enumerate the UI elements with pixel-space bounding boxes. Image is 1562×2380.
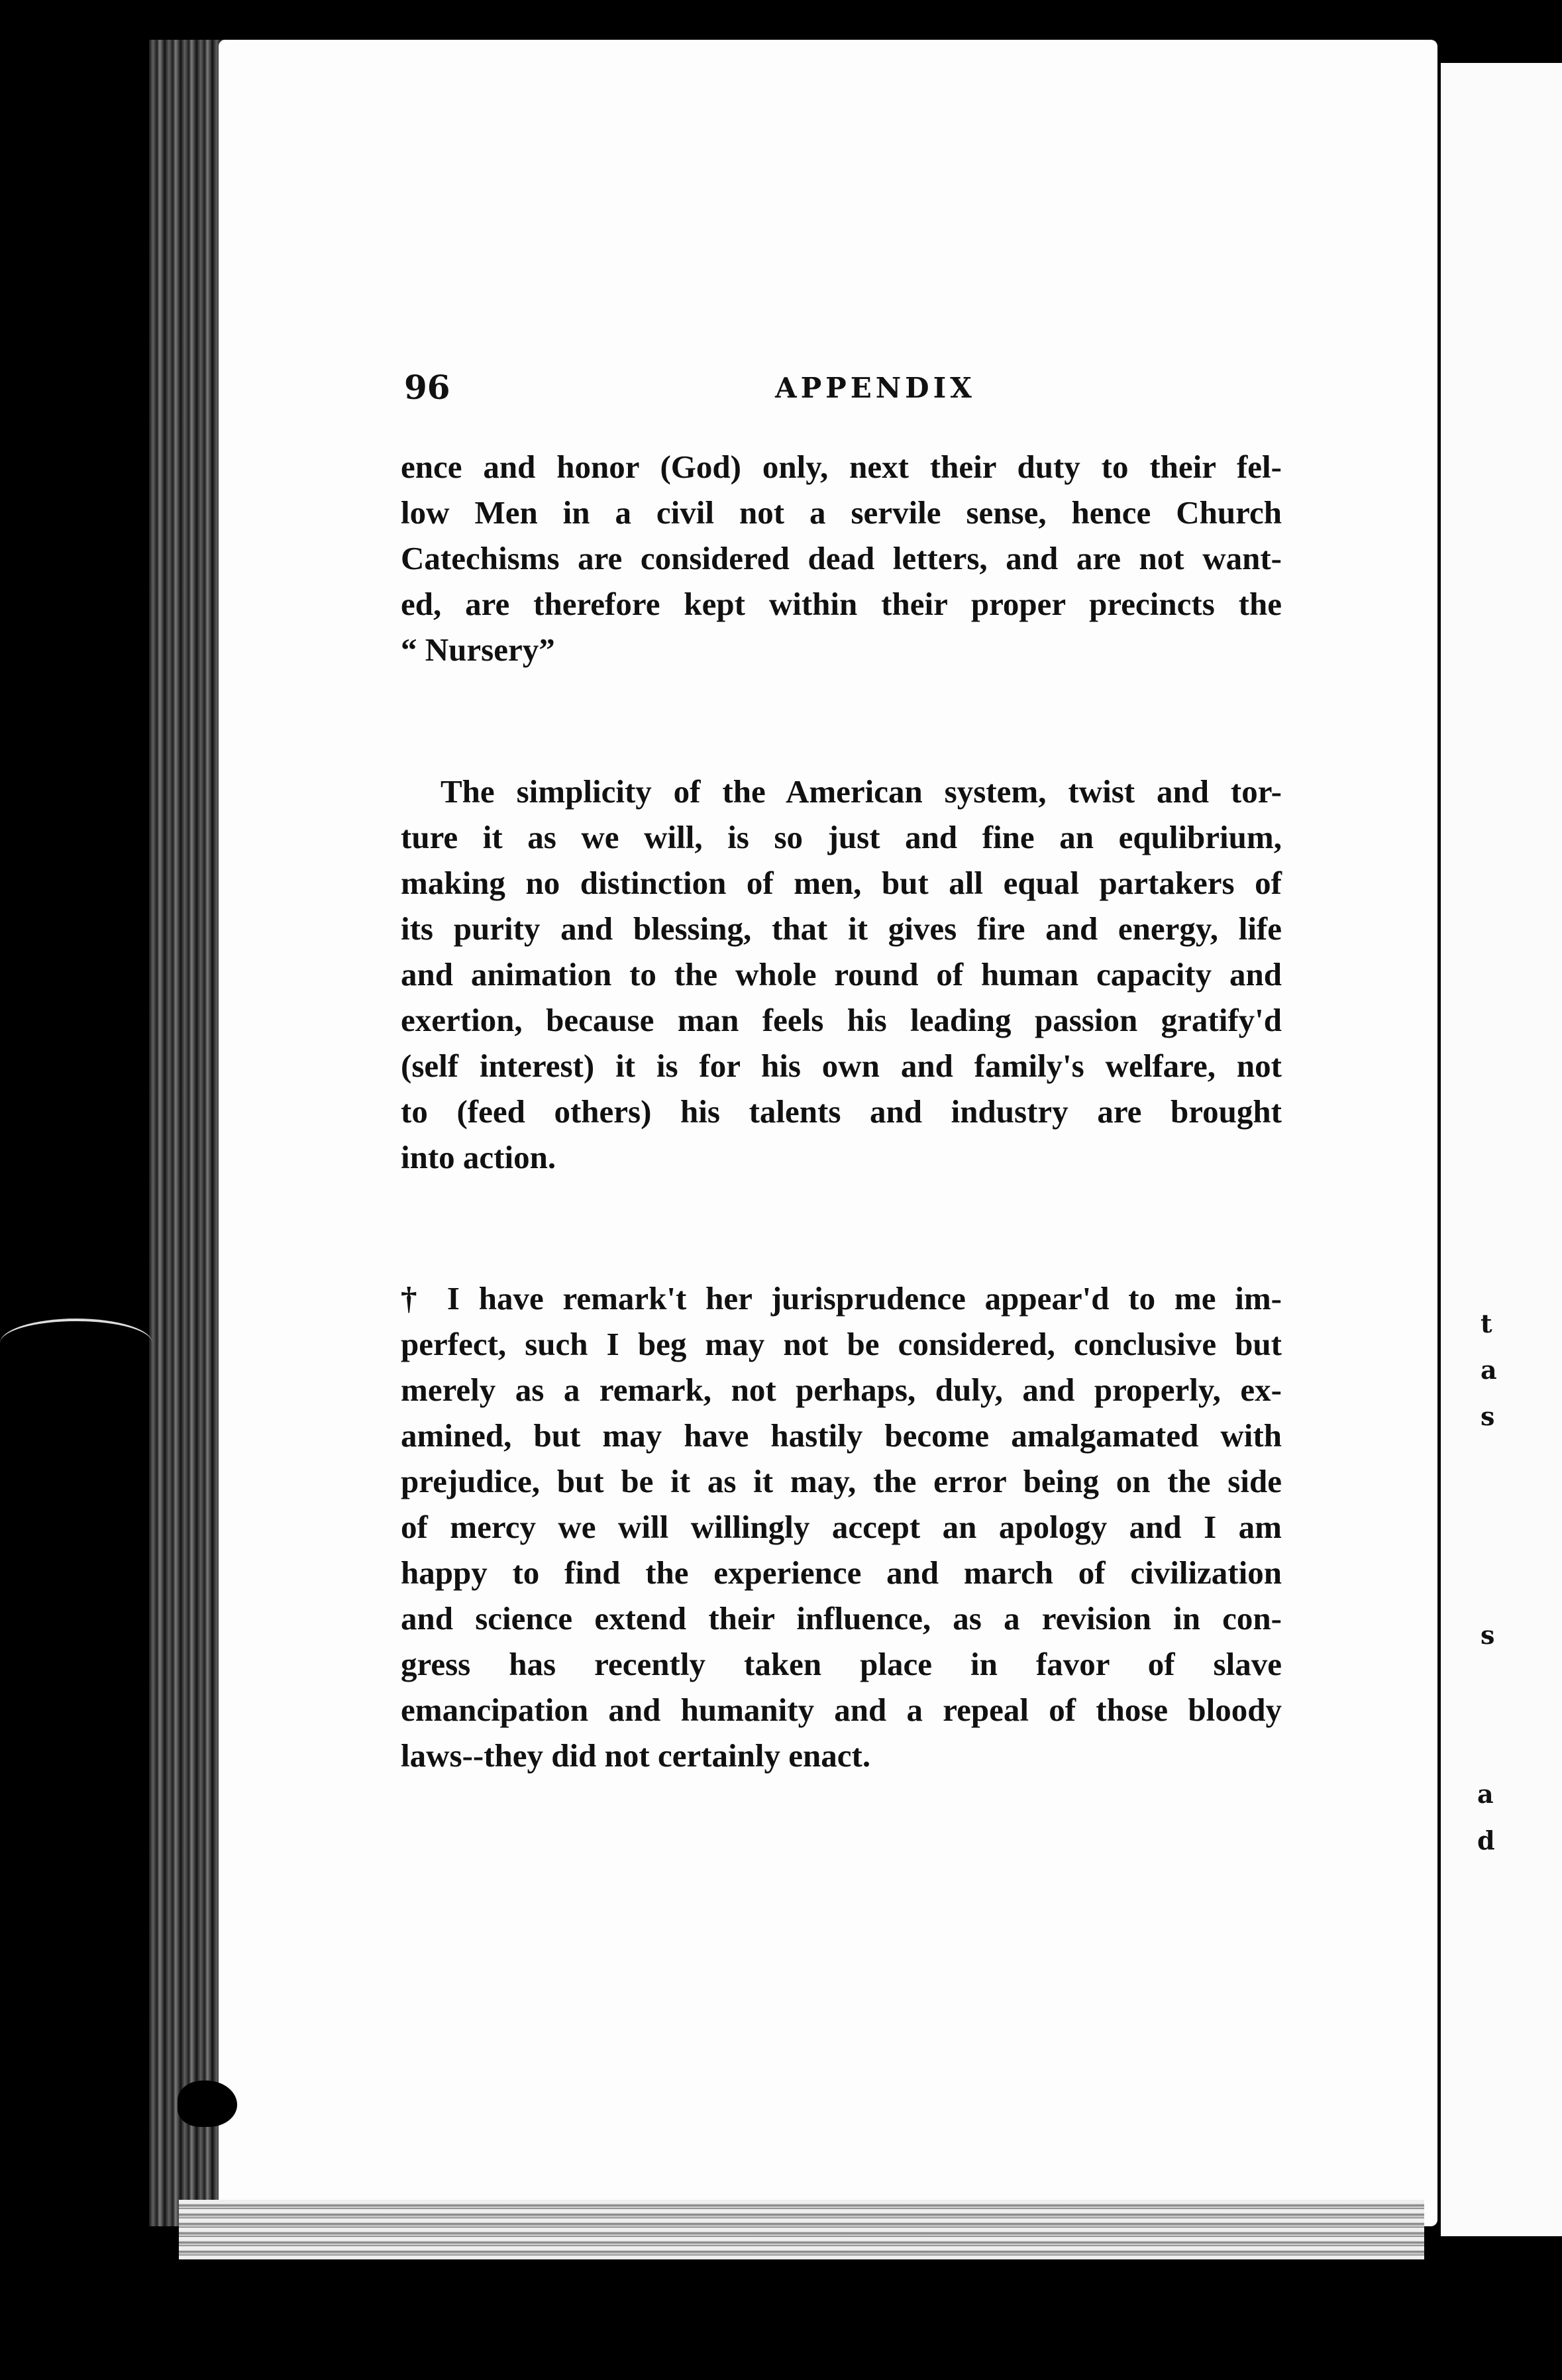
facing-page-fragment: s (1481, 1401, 1495, 1431)
text-line: laws--they did not certainly enact. (401, 1737, 871, 1774)
text-line: (self interest) it is for his own and family's welfare, not (401, 1048, 1282, 1084)
facing-page-fragment: a (1481, 1355, 1497, 1385)
text-line: its purity and blessing, that it gives fire and energy, life (401, 910, 1282, 947)
text-line: exertion, because man feels his leading passion gratify'd (401, 1002, 1282, 1038)
page-number: 96 (404, 368, 450, 407)
paragraph-1 (401, 444, 1282, 673)
text-line: ence and honor (God) only, next their duty to their fel- (401, 449, 1282, 485)
text-line: happy to find the experience and march of civilization (401, 1554, 1282, 1591)
text-line: Catechisms are considered dead letters, and are not want- (401, 540, 1282, 576)
text-line: amined, but may have hastily become amalgamated with (401, 1417, 1282, 1454)
text-line: gress has recently taken place in favor of slave (401, 1646, 1282, 1682)
text-line: to (feed others) his talents and industry are brought (401, 1093, 1282, 1130)
book-binding (149, 40, 229, 2226)
text-line: of mercy we will willingly accept an apology and I am (401, 1509, 1282, 1545)
facing-page-edge (1441, 63, 1562, 2236)
facing-page-fragment: t (1481, 1309, 1492, 1338)
running-head (404, 368, 1292, 407)
text-line: and science extend their influence, as a revision in con- (401, 1600, 1282, 1637)
text-line: into action. (401, 1139, 556, 1175)
text-line: † I have remark't her jurisprudence appear'd to me im- (401, 1280, 1282, 1317)
facing-page-fragment: a (1477, 1779, 1494, 1809)
page-edges (179, 2200, 1424, 2259)
paragraph-2 (401, 769, 1282, 1180)
text-line: ture it as we will, is so just and fine an equlibrium, (401, 819, 1282, 855)
text-line: “ Nursery” (401, 631, 555, 668)
text-line: and animation to the whole round of human capacity and (401, 956, 1282, 993)
facing-page-fragment: d (1477, 1825, 1495, 1855)
text-line: prejudice, but be it as it may, the error being on the side (401, 1463, 1282, 1499)
text-line: ed, are therefore kept within their proper precincts the (401, 586, 1282, 622)
facing-page-fragment: s (1481, 1620, 1495, 1650)
text-line: merely as a remark, not perhaps, duly, and properly, ex- (401, 1372, 1282, 1408)
paragraph-3 (401, 1275, 1282, 1778)
text-line: The simplicity of the American system, twist and tor- (441, 773, 1282, 810)
running-head-title: APPENDIX (775, 372, 976, 404)
text-line: emancipation and humanity and a repeal of those bloody (401, 1692, 1282, 1728)
stray-mark (0, 1319, 152, 1368)
text-line: perfect, such I beg may not be considered, conclusive but (401, 1326, 1282, 1362)
ink-blot (178, 2081, 237, 2127)
text-line: low Men in a civil not a servile sense, hence Church (401, 494, 1282, 531)
text-line: making no distinction of men, but all equal partakers of (401, 865, 1282, 901)
